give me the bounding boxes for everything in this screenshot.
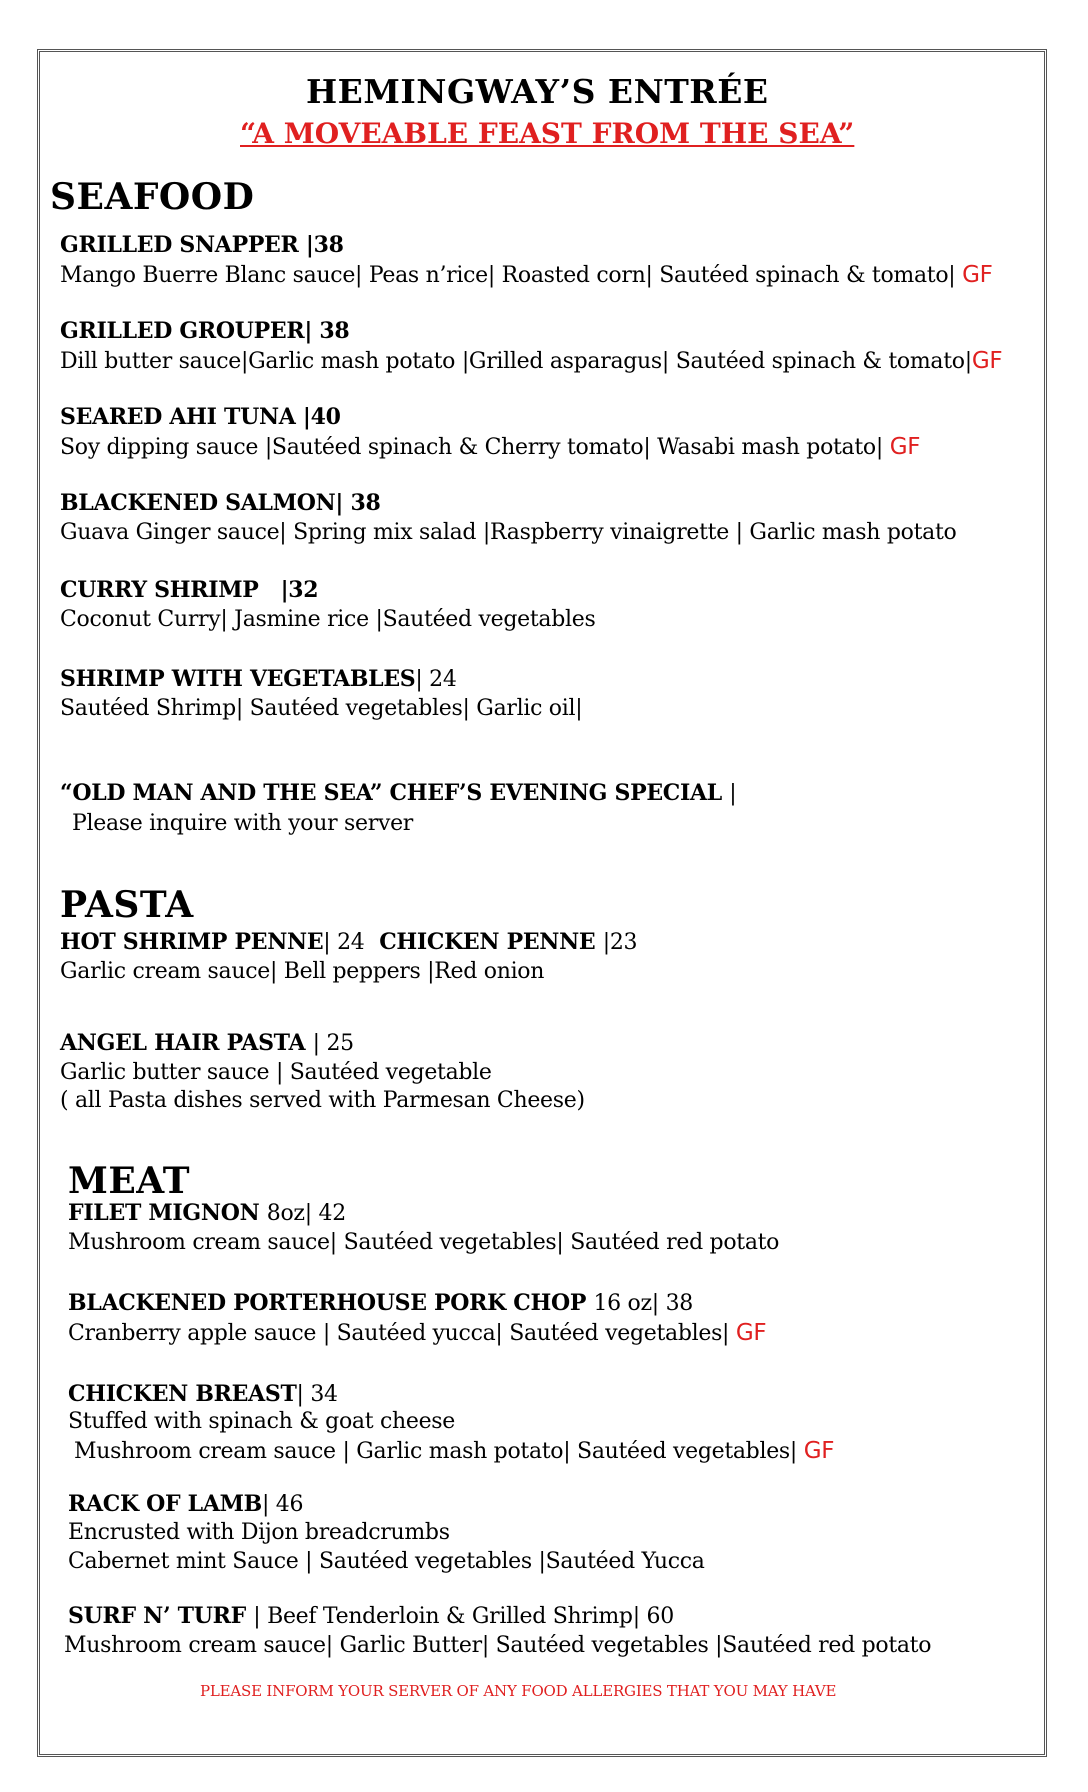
section-heading-seafood: SEAFOOD <box>50 176 255 218</box>
menu-item-name: ANGEL HAIR PASTA | 25 <box>60 1030 354 1056</box>
menu-item-name: BLACKENED PORTERHOUSE PORK CHOP 16 oz| 38 <box>68 1290 693 1316</box>
menu-item-name: RACK OF LAMB| 46 <box>68 1491 304 1517</box>
menu-item-description: Garlic butter sauce | Sautéed vegetable <box>60 1060 492 1085</box>
menu-item-description: Sautéed Shrimp| Sautéed vegetables| Garlic oil| <box>60 696 583 721</box>
gluten-free-badge: GF <box>735 1320 767 1346</box>
gluten-free-badge: GF <box>962 262 993 288</box>
menu-item-description: Cabernet mint Sauce | Sautéed vegetables |Sautéed Yucca <box>68 1549 705 1574</box>
menu-item-name: GRILLED GROUPER| 38 <box>60 318 350 344</box>
menu-item-description: Coconut Curry| Jasmine rice |Sautéed vegetables <box>60 607 596 632</box>
menu-item-name: CHICKEN BREAST| 34 <box>68 1381 338 1407</box>
menu-item-name: HOT SHRIMP PENNE| 24 CHICKEN PENNE |23 <box>60 929 638 955</box>
menu-item-name: SEARED AHI TUNA |40 <box>60 404 341 430</box>
menu-item-name: BLACKENED SALMON| 38 <box>60 490 381 516</box>
pasta-note: ( all Pasta dishes served with Parmesan Cheese) <box>60 1088 585 1113</box>
page-subtitle: “A MOVEABLE FEAST FROM THE SEA” <box>240 117 855 150</box>
menu-item-description: Cranberry apple sauce | Sautéed yucca| Sautéed vegetables| GF <box>68 1320 767 1346</box>
menu-item-description: Encrusted with Dijon breadcrumbs <box>68 1520 450 1545</box>
section-heading-meat: MEAT <box>68 1160 191 1202</box>
menu-item-name: GRILLED SNAPPER |38 <box>60 232 344 258</box>
menu-item-name: SURF N’ TURF | Beef Tenderloin & Grilled Shrimp| 60 <box>68 1603 674 1629</box>
menu-item-name: CURRY SHRIMP |32 <box>60 577 319 603</box>
menu-item-description: Stuffed with spinach & goat cheese <box>68 1409 456 1434</box>
chef-special-description: Please inquire with your server <box>72 811 414 836</box>
menu-item-description: Dill butter sauce|Garlic mash potato |Grilled asparagus| Sautéed spinach & tomato|GF <box>60 348 1003 374</box>
menu-item-description: Mango Buerre Blanc sauce| Peas n’rice| Roasted corn| Sautéed spinach & tomato| GF <box>60 262 993 288</box>
menu-item-name: SHRIMP WITH VEGETABLES| 24 <box>60 666 457 692</box>
menu-item-description: Soy dipping sauce |Sautéed spinach & Cherry tomato| Wasabi mash potato| GF <box>60 434 921 460</box>
menu-item-description: Mushroom cream sauce | Garlic mash potato| Sautéed vegetables| GF <box>74 1438 835 1464</box>
menu-item-description: Garlic cream sauce| Bell peppers |Red onion <box>60 959 545 984</box>
allergy-notice: PLEASE INFORM YOUR SERVER OF ANY FOOD ALLERGIES THAT YOU MAY HAVE <box>200 1682 837 1700</box>
menu-item-description: Guava Ginger sauce| Spring mix salad |Raspberry vinaigrette | Garlic mash potato <box>60 520 957 545</box>
chef-special-name: “OLD MAN AND THE SEA” CHEF’S EVENING SPECIAL | <box>60 780 737 806</box>
gluten-free-badge: GF <box>889 434 921 460</box>
section-heading-pasta: PASTA <box>60 884 194 926</box>
gluten-free-badge: GF <box>803 1438 835 1464</box>
menu-item-description: Mushroom cream sauce| Sautéed vegetables| Sautéed red potato <box>68 1230 780 1255</box>
gluten-free-badge: GF <box>971 348 1003 374</box>
page-title: HEMINGWAY’S ENTRÉE <box>306 72 769 111</box>
menu-item-description: Mushroom cream sauce| Garlic Butter| Sautéed vegetables |Sautéed red potato <box>64 1633 932 1658</box>
menu-item-name: FILET MIGNON 8oz| 42 <box>68 1200 346 1226</box>
